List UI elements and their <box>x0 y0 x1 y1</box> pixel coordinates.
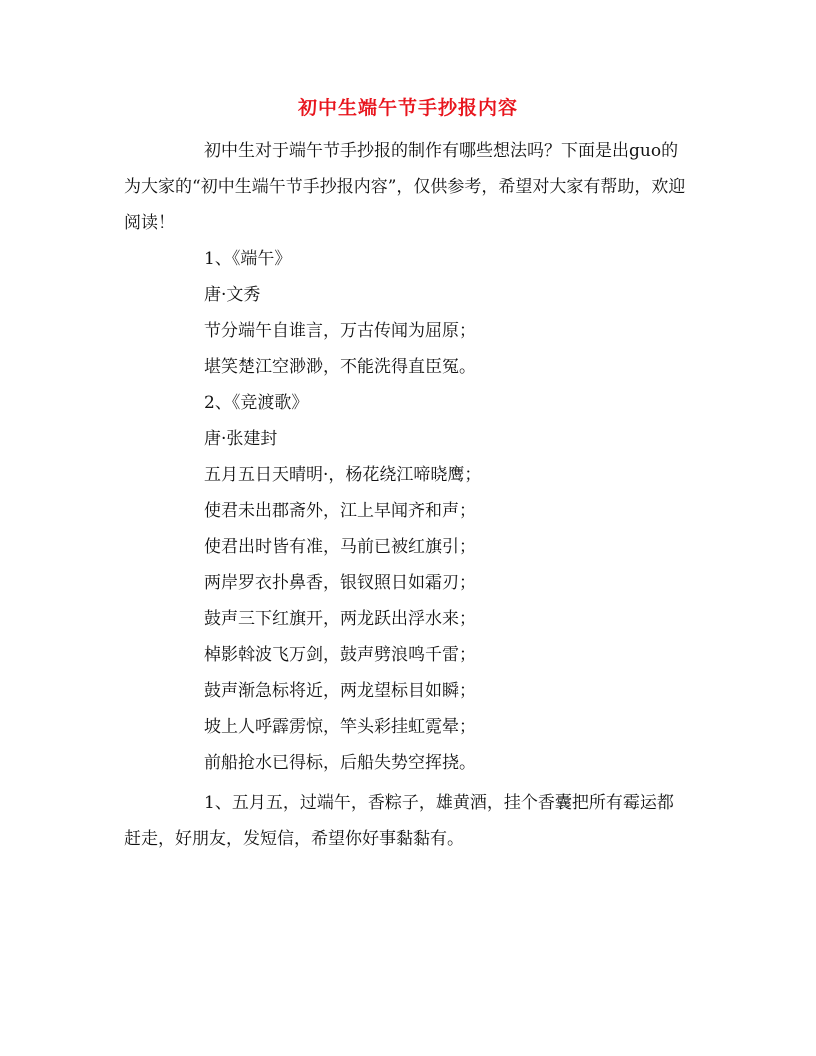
poem1-author: 唐·文秀 <box>204 285 261 305</box>
closing-paragraph: 1、五月五，过端午，香粽子，雄黄酒，挂个香囊把所有霉运都赶走，好朋友，发短信，希望你好事黏黏有。 <box>124 793 674 849</box>
poem1-line: 堪笑楚江空渺渺，不能洗得直臣冤。 <box>204 357 476 377</box>
poem2-heading: 2、《竞渡歌》 <box>204 393 309 413</box>
poem2-line: 鼓声三下红旗开，两龙跃出浮水来； <box>204 609 476 629</box>
poem1-heading: 1、《端午》 <box>204 249 292 269</box>
document-title: 初中生端午节手抄报内容 <box>297 97 518 119</box>
poem1-line: 节分端午自谁言，万古传闻为屈原； <box>204 321 476 341</box>
intro-paragraph: 初中生对于端午节手抄报的制作有哪些想法吗？下面是出guo的为大家的“初中生端午节手抄报内容”，仅供参考，希望对大家有帮助，欢迎阅读！ <box>124 141 686 233</box>
poem2-line: 前船抢水已得标，后船失势空挥挠。 <box>204 753 476 773</box>
poem2-line: 坡上人呼霹雳惊，竿头彩挂虹霓晕； <box>204 717 476 737</box>
poem2-line: 使君出时皆有准，马前已被红旗引； <box>204 537 476 557</box>
poem2-line: 鼓声渐急标将近，两龙望标目如瞬； <box>204 681 476 701</box>
poem2-author: 唐·张建封 <box>204 429 278 449</box>
poem2-line: 两岸罗衣扑鼻香，银钗照日如霜刃； <box>204 573 476 593</box>
poem2-line: 使君未出郡斋外，江上早闻齐和声； <box>204 501 476 521</box>
poem2-line: 棹影斡波飞万剑，鼓声劈浪鸣千雷； <box>204 645 476 665</box>
poem2-line: 五月五日天晴明·，杨花绕江啼晓鹰； <box>204 465 482 485</box>
